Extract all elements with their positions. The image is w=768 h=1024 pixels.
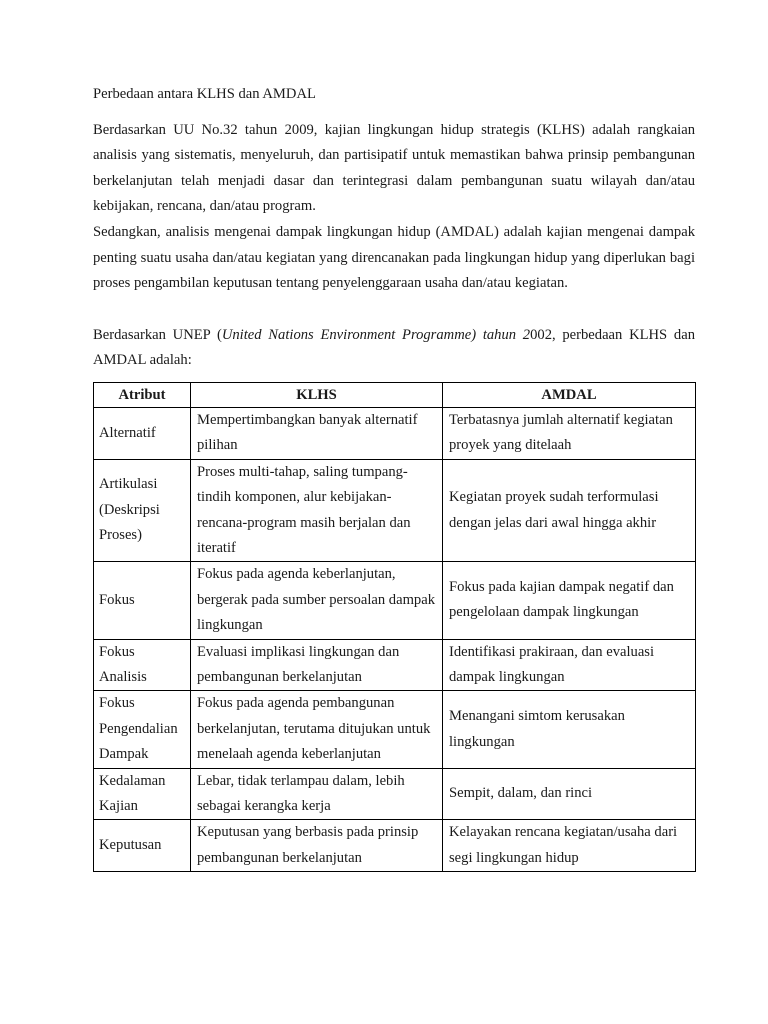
cell-klhs: Fokus pada agenda pembangunan berkelanjutan, terutama ditujukan untuk menelaah agenda keberlanjutan: [191, 691, 443, 768]
cell-amdal: Sempit, dalam, dan rinci: [443, 768, 696, 820]
table-header-row: [94, 382, 696, 407]
cell-klhs: Keputusan yang berbasis pada prinsip pembangunan berkelanjutan: [191, 820, 443, 872]
cell-amdal: Kelayakan rencana kegiatan/usaha dari segi lingkungan hidup: [443, 820, 696, 872]
header-klhs: KLHS: [191, 382, 443, 407]
cell-klhs: Proses multi-tahap, saling tumpang-tindih komponen, alur kebijakan-rencana-program masih berjalan dan iteratif: [191, 459, 443, 562]
comparison-table: [93, 382, 696, 872]
cell-atribut: Keputusan: [94, 820, 191, 872]
table-row: [94, 407, 696, 459]
table-row: [94, 562, 696, 639]
cell-atribut: Kedalaman Kajian: [94, 768, 191, 820]
table-row: [94, 459, 696, 562]
cell-amdal: Terbatasnya jumlah alternatif kegiatan proyek yang ditelaah: [443, 407, 696, 459]
cell-atribut: Artikulasi (Deskripsi Proses): [94, 459, 191, 562]
table-row: [94, 768, 696, 820]
table-row: [94, 691, 696, 768]
unep-italic: United Nations Environment Programme) tahun 2: [221, 326, 531, 343]
cell-amdal: Identifikasi prakiraan, dan evaluasi dampak lingkungan: [443, 639, 696, 691]
cell-klhs: Mempertimbangkan banyak alternatif pilihan: [191, 407, 443, 459]
document-title: Perbedaan antara KLHS dan AMDAL: [93, 86, 316, 102]
paragraph-unep-intro: [93, 323, 695, 374]
header-atribut: Atribut: [94, 382, 191, 407]
cell-atribut: Fokus Pengendalian Dampak: [94, 691, 191, 768]
cell-klhs: Fokus pada agenda keberlanjutan, bergerak pada sumber persoalan dampak lingkungan: [191, 562, 443, 639]
cell-amdal: Menangani simtom kerusakan lingkungan: [443, 691, 696, 768]
paragraph-amdal-definition: Sedangkan, analisis mengenai dampak lingkungan hidup (AMDAL) adalah kajian mengenai dampak penting suatu usaha dan/atau kegiatan yang direncanakan pada lingkungan hidup yang diperlukan bagi proses pengambilan keputusan tentang penyelenggaraan usaha dan/atau kegiatan.: [93, 223, 695, 292]
cell-amdal: Kegiatan proyek sudah terformulasi dengan jelas dari awal hingga akhir: [443, 459, 696, 562]
unep-suffix: 002, perbedaan KLHS dan AMDAL adalah:: [93, 326, 695, 369]
document-page: [93, 82, 695, 872]
cell-klhs: Lebar, tidak terlampau dalam, lebih sebagai kerangka kerja: [191, 768, 443, 820]
cell-klhs: Evaluasi implikasi lingkungan dan pembangunan berkelanjutan: [191, 639, 443, 691]
cell-atribut: Fokus Analisis: [94, 639, 191, 691]
table-row: [94, 820, 696, 872]
table-row: [94, 639, 696, 691]
cell-amdal: Fokus pada kajian dampak negatif dan pengelolaan dampak lingkungan: [443, 562, 696, 639]
cell-atribut: Fokus: [94, 562, 191, 639]
header-amdal: AMDAL: [443, 382, 696, 407]
unep-prefix: Berdasarkan UNEP (: [93, 326, 222, 343]
paragraph-klhs-definition: Berdasarkan UU No.32 tahun 2009, kajian lingkungan hidup strategis (KLHS) adalah rangkaian analisis yang sistematis, menyeluruh, dan partisipatif untuk memastikan bahwa prinsip pembangunan berkelanjutan telah menjadi dasar dan terintegrasi dalam pembangunan suatu wilayah dan/atau kebijakan, rencana, dan/atau program.: [93, 121, 695, 215]
cell-atribut: Alternatif: [94, 407, 191, 459]
